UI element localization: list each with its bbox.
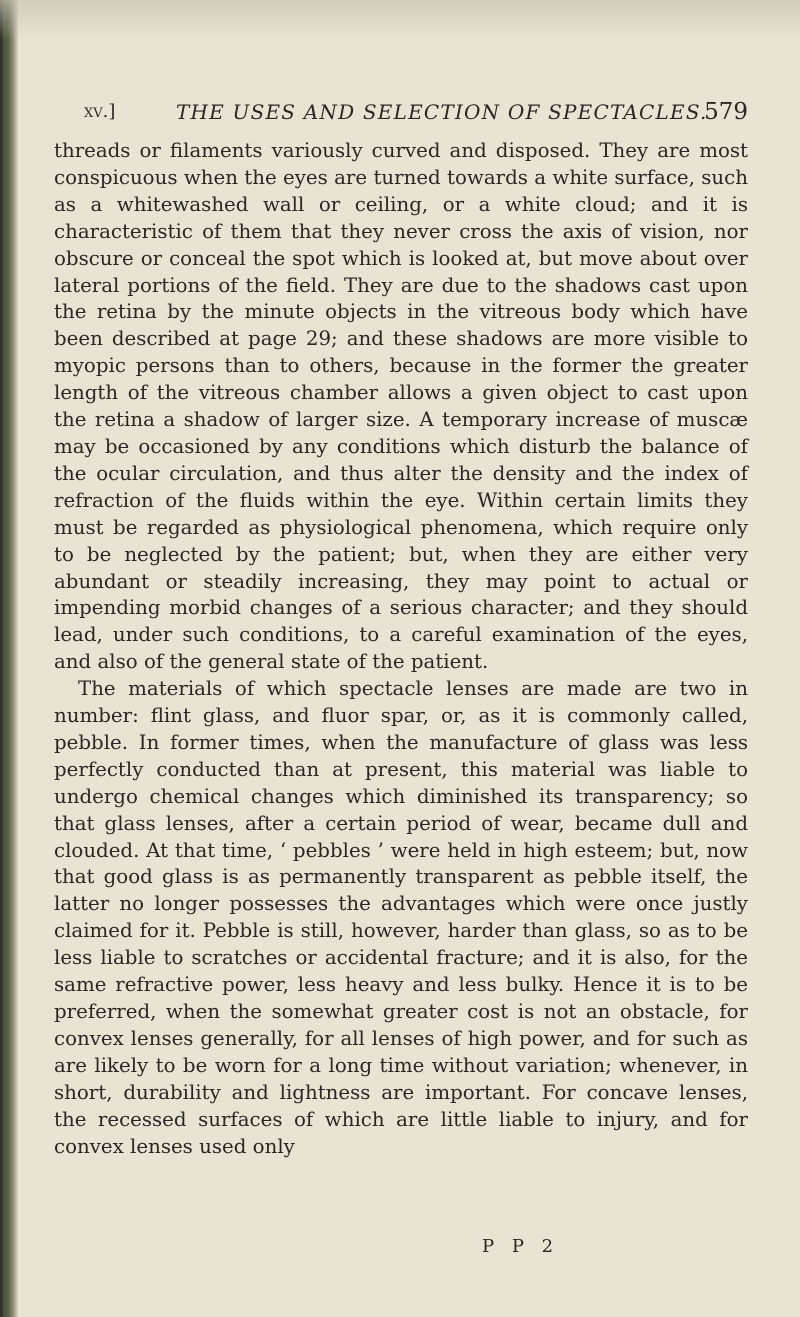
signature-mark: P P 2 — [482, 1236, 560, 1257]
paragraph-continued: threads or filaments variously curved and disposed. They are most conspicuous when the eyes are turned towards a white surface, such as a whitewashed wall or ceiling, or a white cloud; and it is characteristic of them that they never cross the axis of vision, nor obscure or conceal the spot which is looked at, but move about over lateral portions of the field. They are due to the shadows cast upon the retina by the minute objects in the vitreous body which have been described at page 29; and these shadows are more visible to myopic persons than to others, because in the former the greater length of the vitreous chamber allows a given object to cast upon the retina a shadow of larger size. A temporary increase of muscæ may be occasioned by any conditions which disturb the balance of the ocular circulation, and thus alter the density and the index of refraction of the fluids within the eye. Within certain limits they must be regarded as physiological phenomena, which require only to be neglected by the patient; but, when they are either very abundant or steadily increasing, they may point to actual or impending morbid changes of a serious character; and they should lead, under such conditions, to a careful examination of the eyes, and also of the general state of the patient. — [54, 139, 748, 674]
page-number: 579 — [704, 99, 748, 125]
chapter-marker: xv.] — [84, 101, 116, 122]
book-page — [46, 98, 748, 1298]
running-head — [46, 98, 748, 126]
page-binding-edge — [0, 0, 18, 1317]
paragraph-lens-materials: The materials of which spectacle lenses are made are two in number: flint glass, and fluor spar, or, as it is commonly called, pebble. In former times, when the manufacture of glass was less perfectly conducted than at present, this material was liable to undergo chemical changes which diminished its transparency; so that glass lenses, after a certain period of wear, became dull and clouded. At that time, ‘ pebbles ’ were held in high esteem; but, now that good glass is as permanently transparent as pebble itself, the latter no longer possesses the advantages which were once justly claimed for it. Pebble is still, however, harder than glass, so as to be less liable to scratches or accidental fracture; and it is also, for the same refractive power, less heavy and less bulky. Hence it is to be preferred, when the somewhat greater cost is not an obstacle, for convex lenses generally, for all lenses of high power, and for such as are likely to be worn for a long time without variation; whenever, in short, durability and lightness are important. For concave lenses, the recessed surfaces of which are little liable to injury, and for convex lenses used only — [54, 677, 748, 1158]
body-text — [46, 138, 748, 1160]
running-title: THE USES AND SELECTION OF SPECTACLES. — [176, 100, 708, 124]
page-top-shade — [0, 0, 800, 40]
